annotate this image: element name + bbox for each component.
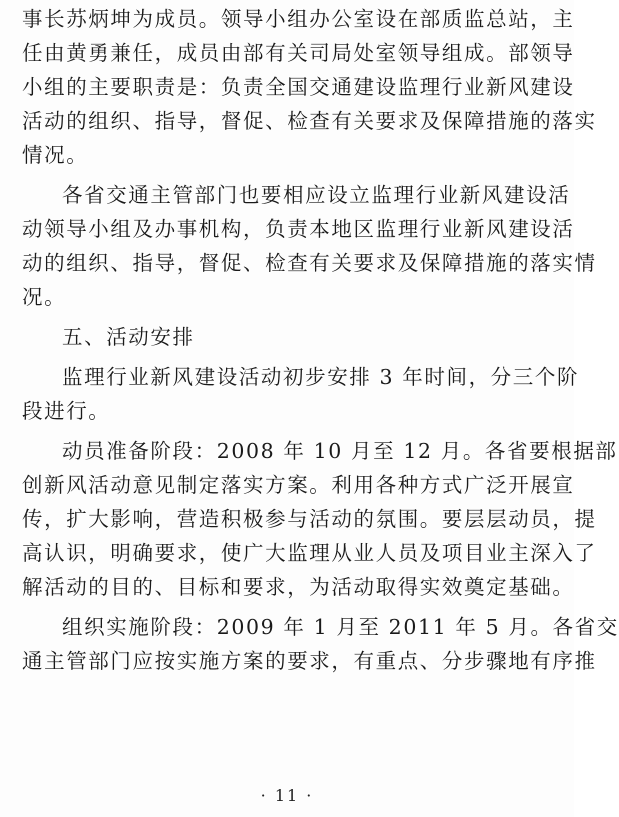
text-line: 段进行。: [22, 399, 111, 423]
text-line: 任由黄勇兼任，成员由部有关司局处室领导组成。部领导: [22, 41, 575, 65]
text-line: 动员准备阶段：2008 年 10 月至 12 月。各省要根据部: [62, 439, 618, 463]
body-text: [22, 2, 619, 678]
text-line: 高认识，明确要求，使广大监理从业人员及项目业主深入了: [22, 541, 597, 565]
text-line: 况。: [22, 285, 67, 309]
text-line: 事长苏炳坤为成员。领导小组办公室设在部质监总站，主: [22, 7, 575, 31]
text-line: 动领导小组及办事机构，负责本地区监理行业新风建设活: [22, 217, 575, 241]
text-line: 各省交通主管部门也要相应设立监理行业新风建设活: [62, 183, 571, 207]
text-line: 传，扩大影响，营造积极参与活动的氛围。要层层动员，提: [22, 507, 597, 531]
text-line: 创新风活动意见制定落实方案。利用各种方式广泛开展宣: [22, 473, 575, 497]
text-line: 组织实施阶段：2009 年 1 月至 2011 年 5 月。各省交: [62, 615, 619, 639]
section-heading: 五、活动安排: [62, 325, 195, 349]
text-line: 情况。: [22, 143, 89, 167]
text-line: 监理行业新风建设活动初步安排 3 年时间，分三个阶: [62, 365, 580, 389]
text-line: 通主管部门应按实施方案的要求，有重点、分步骤地有序推: [22, 649, 597, 673]
page-number: · 11 ·: [260, 786, 314, 805]
text-line: 活动的组织、指导，督促、检查有关要求及保障措施的落实: [22, 109, 597, 133]
text-line: 动的组织、指导，督促、检查有关要求及保障措施的落实情: [22, 251, 597, 275]
text-line: 解活动的目的、目标和要求，为活动取得实效奠定基础。: [22, 575, 575, 599]
text-line: 小组的主要职责是：负责全国交通建设监理行业新风建设: [22, 75, 575, 99]
